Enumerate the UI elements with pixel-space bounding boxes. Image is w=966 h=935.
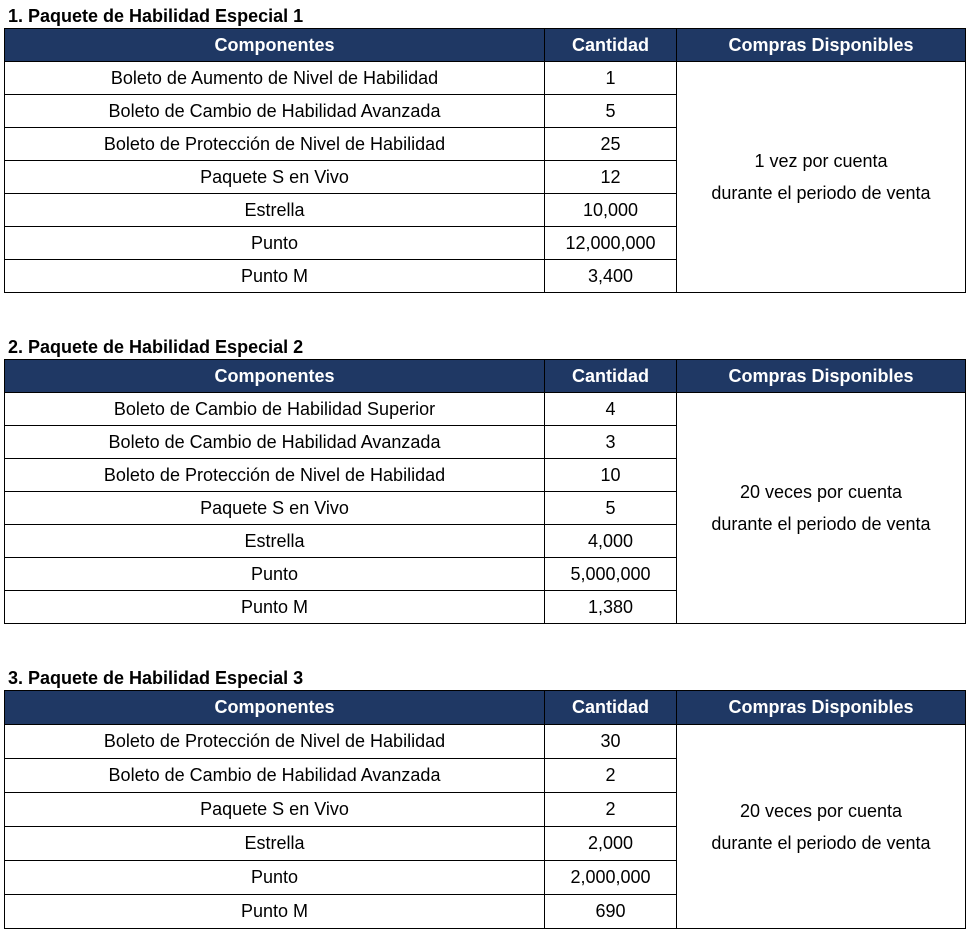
component-quantity: 10,000 xyxy=(545,194,677,227)
component-name: Estrella xyxy=(5,827,545,861)
component-name: Punto xyxy=(5,861,545,895)
component-name: Punto xyxy=(5,558,545,591)
component-quantity: 25 xyxy=(545,128,677,161)
table-header-row xyxy=(5,29,966,62)
availability-line-1: 1 vez por cuenta xyxy=(754,151,888,171)
component-name: Punto M xyxy=(5,260,545,293)
component-quantity: 2 xyxy=(545,793,677,827)
table-header-row xyxy=(5,360,966,393)
component-quantity: 3,400 xyxy=(545,260,677,293)
package-table xyxy=(4,28,966,293)
component-quantity: 1 xyxy=(545,62,677,95)
component-quantity: 2,000,000 xyxy=(545,861,677,895)
component-quantity: 5 xyxy=(545,95,677,128)
header-compras-disponibles: Compras Disponibles xyxy=(677,691,966,725)
header-cantidad: Cantidad xyxy=(545,691,677,725)
package-section-2 xyxy=(4,335,965,624)
availability-line-2: durante el periodo de venta xyxy=(711,514,931,534)
component-name: Punto M xyxy=(5,895,545,929)
availability-line-1: 20 veces por cuenta xyxy=(739,482,903,502)
component-name: Paquete S en Vivo xyxy=(5,161,545,194)
header-componentes: Componentes xyxy=(5,360,545,393)
availability-cell xyxy=(677,725,966,929)
section-title: 1. Paquete de Habilidad Especial 1 xyxy=(8,6,304,26)
availability-cell xyxy=(677,393,966,624)
component-quantity: 5,000,000 xyxy=(545,558,677,591)
availability-line-1: 20 veces por cuenta xyxy=(739,800,903,821)
package-section-1 xyxy=(4,4,965,293)
component-quantity: 2 xyxy=(545,759,677,793)
component-name: Boleto de Aumento de Nivel de Habilidad xyxy=(5,62,545,95)
component-name: Boleto de Cambio de Habilidad Avanzada xyxy=(5,426,545,459)
component-quantity: 12 xyxy=(545,161,677,194)
component-quantity: 690 xyxy=(545,895,677,929)
table-row xyxy=(5,725,966,759)
component-name: Boleto de Protección de Nivel de Habilidad xyxy=(5,725,545,759)
component-name: Boleto de Cambio de Habilidad Avanzada xyxy=(5,759,545,793)
component-name: Paquete S en Vivo xyxy=(5,492,545,525)
header-componentes: Componentes xyxy=(5,29,545,62)
component-quantity: 12,000,000 xyxy=(545,227,677,260)
component-quantity: 1,380 xyxy=(545,591,677,624)
component-quantity: 4 xyxy=(545,393,677,426)
component-quantity: 2,000 xyxy=(545,827,677,861)
header-cantidad: Cantidad xyxy=(545,360,677,393)
component-quantity: 10 xyxy=(545,459,677,492)
package-table xyxy=(4,359,966,624)
component-name: Estrella xyxy=(5,525,545,558)
component-name: Boleto de Protección de Nivel de Habilidad xyxy=(5,128,545,161)
component-quantity: 30 xyxy=(545,725,677,759)
component-name: Boleto de Cambio de Habilidad Avanzada xyxy=(5,95,545,128)
table-header-row xyxy=(5,691,966,725)
section-title: 2. Paquete de Habilidad Especial 2 xyxy=(8,337,304,357)
component-name: Paquete S en Vivo xyxy=(5,793,545,827)
component-name: Punto M xyxy=(5,591,545,624)
component-quantity: 4,000 xyxy=(545,525,677,558)
header-compras-disponibles: Compras Disponibles xyxy=(677,29,966,62)
component-quantity: 3 xyxy=(545,426,677,459)
header-cantidad: Cantidad xyxy=(545,29,677,62)
package-table xyxy=(4,690,966,929)
availability-line-2: durante el periodo de venta xyxy=(711,832,931,853)
table-row xyxy=(5,393,966,426)
availability-cell xyxy=(677,62,966,293)
component-name: Punto xyxy=(5,227,545,260)
component-name: Boleto de Cambio de Habilidad Superior xyxy=(5,393,545,426)
header-componentes: Componentes xyxy=(5,691,545,725)
header-compras-disponibles: Compras Disponibles xyxy=(677,360,966,393)
component-quantity: 5 xyxy=(545,492,677,525)
availability-line-2: durante el periodo de venta xyxy=(711,183,931,203)
section-title: 3. Paquete de Habilidad Especial 3 xyxy=(8,668,304,688)
component-name: Estrella xyxy=(5,194,545,227)
package-section-3 xyxy=(4,666,965,929)
table-row xyxy=(5,62,966,95)
component-name: Boleto de Protección de Nivel de Habilidad xyxy=(5,459,545,492)
